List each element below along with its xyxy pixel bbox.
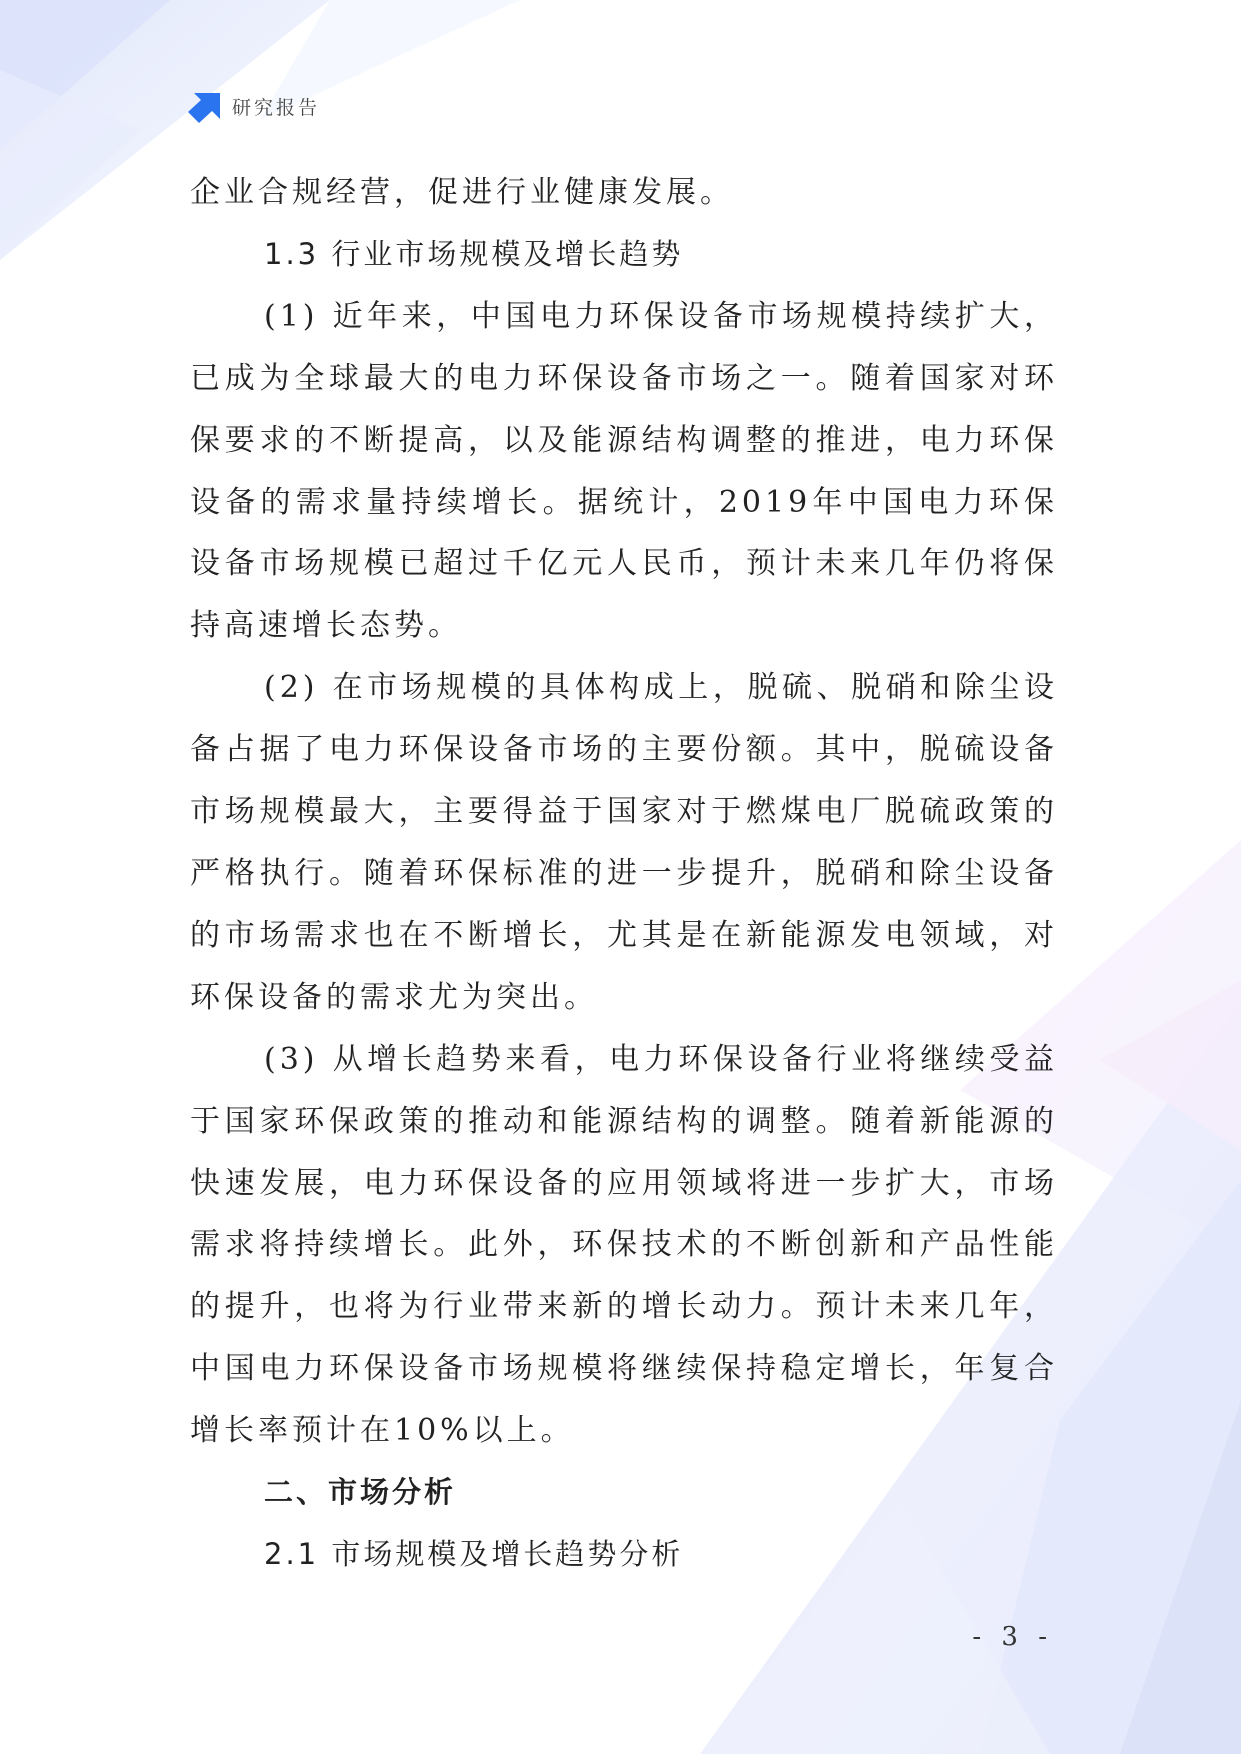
- continued-text: 企业合规经营，促进行业健康发展。: [190, 175, 734, 210]
- header-title: 研究报告: [232, 96, 321, 119]
- report-header: [188, 88, 320, 124]
- paragraph-1: (1) 近年来，中国电力环保设备市场规模持续扩大，已成为全球最大的电力环保设备市场之一。随着国家对环保要求的不断提高，以及能源结构调整的推进，电力环保设备的需求量持续增长。据统计，2019年中国电力环保设备市场规模已超过千亿元人民币，预计未来几年仍将保持高速增长态势。: [190, 298, 1058, 644]
- paragraph-2: (2) 在市场规模的具体构成上，脱硫、脱硝和除尘设备占据了电力环保设备市场的主要份额。其中，脱硫设备市场规模最大，主要得益于国家对于燃煤电厂脱硫政策的严格执行。随着环保标准的进一步提升，脱硝和除尘设备的市场需求也在不断增长，尤其是在新能源发电领域，对环保设备的需求尤为突出。: [190, 670, 1058, 1015]
- document-body: [190, 162, 1058, 1586]
- paragraph-3: (3) 从增长趋势来看，电力环保设备行业将继续受益于国家环保政策的推动和能源结构的调整。随着新能源的快速发展，电力环保设备的应用领域将进一步扩大，市场需求将持续增长。此外，环保技术的不断创新和产品性能的提升，也将为行业带来新的增长动力。预计未来几年，中国电力环保设备市场规模将继续保持稳定增长，年复合增长率预计在10%以上。: [190, 1041, 1058, 1449]
- section-2-1-heading: 2.1 市场规模及增长趋势分析: [264, 1536, 684, 1571]
- section-1-3-heading: 1.3 行业市场规模及增长趋势: [264, 236, 684, 271]
- page-number: - 3 -: [972, 1622, 1053, 1652]
- arrow-up-right-icon: [188, 89, 222, 123]
- chapter-2-heading: 二、市场分析: [264, 1475, 457, 1510]
